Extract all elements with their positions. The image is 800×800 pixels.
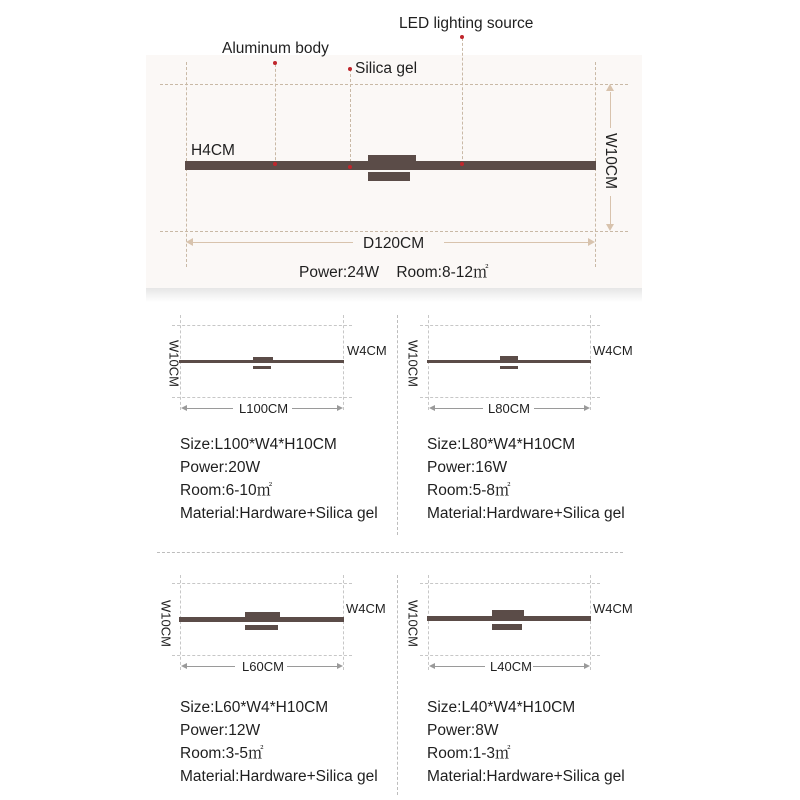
silica-gel-label: Silica gel — [355, 60, 418, 77]
width-line-lower — [610, 196, 611, 224]
spec-power: Power:8W — [427, 722, 499, 739]
guide-top — [172, 325, 352, 326]
depth-label: D120CM — [363, 235, 425, 252]
spec-room: Room:5-8㎡ — [427, 482, 511, 499]
height-label: H4CM — [191, 142, 235, 159]
lamp-bracket-bottom — [500, 366, 518, 369]
guide-bottom — [420, 655, 600, 656]
spec-material: Material:Hardware+Silica gel — [427, 768, 625, 785]
length-label: L40CM — [490, 659, 532, 674]
depth-arrow-left — [186, 238, 193, 246]
spec-power: Power:20W — [180, 459, 261, 476]
bottom-column-divider — [397, 575, 398, 795]
spec-list — [427, 433, 625, 525]
lamp-bracket-top — [253, 357, 273, 361]
length-line-left — [187, 408, 233, 409]
aluminum-callout-dot — [273, 162, 277, 166]
lamp-bracket-bottom — [253, 366, 271, 369]
length-label: L60CM — [242, 659, 284, 674]
guide-right — [343, 575, 344, 670]
spec-material: Material:Hardware+Silica gel — [180, 505, 378, 522]
lamp-bracket-top — [500, 356, 518, 360]
length-arrow-right — [584, 663, 590, 669]
lamp-bar — [427, 360, 591, 363]
spec-list — [427, 696, 625, 788]
depth-line-right — [444, 242, 588, 243]
aluminum-body-label: Aluminum body — [222, 40, 329, 57]
guide-top — [420, 325, 600, 326]
length-line-right — [292, 408, 338, 409]
length-arrow-right — [584, 405, 590, 411]
width-label: W10CM — [158, 600, 174, 647]
length-line-right — [534, 408, 586, 409]
power-room-label: Power:24W Room:8-12㎡ — [299, 264, 489, 281]
width-line-upper — [610, 92, 611, 128]
depth-arrow-right — [588, 238, 595, 246]
length-line-right — [533, 666, 586, 667]
lamp-bracket-bottom — [492, 624, 522, 630]
aluminum-callout-line — [275, 64, 276, 165]
spec-material: Material:Hardware+Silica gel — [427, 505, 625, 522]
lamp-bracket-top — [492, 610, 524, 616]
depth-line-left — [193, 242, 353, 243]
spec-size: Size:L100*W4*H10CM — [180, 436, 337, 453]
led-callout-line — [462, 38, 463, 164]
hero-panel-shadow — [146, 288, 642, 302]
spec-size: Size:L80*W4*H10CM — [427, 436, 576, 453]
length-line-right — [287, 666, 337, 667]
bottom-guide-line — [160, 231, 628, 232]
width-arrow-down — [606, 224, 614, 231]
width-arrow-up — [606, 84, 614, 91]
spec-power: Power:16W — [427, 459, 508, 476]
led-callout-dot-top — [460, 35, 464, 39]
row-divider — [157, 552, 623, 553]
guide-left — [180, 575, 181, 670]
lamp-bracket-top — [245, 612, 280, 617]
silica-callout-line — [350, 69, 351, 167]
spec-list — [180, 696, 378, 788]
length-label: L80CM — [488, 401, 530, 416]
depth-label: W4CM — [593, 343, 633, 358]
depth-label: W4CM — [346, 601, 386, 616]
hero-lamp-bar — [185, 161, 596, 170]
led-source-label: LED lighting source — [399, 15, 534, 32]
silica-callout-dot — [348, 165, 352, 169]
width-label: W10CM — [405, 600, 421, 647]
top-guide-line — [160, 84, 628, 85]
silica-callout-dot-top — [348, 67, 352, 71]
guide-right — [590, 575, 591, 670]
led-callout-dot — [460, 162, 464, 166]
aluminum-callout-dot-top — [273, 61, 277, 65]
guide-bottom — [420, 397, 600, 398]
spec-material: Material:Hardware+Silica gel — [180, 768, 378, 785]
hero-lamp-bracket-top — [368, 155, 416, 162]
length-arrow-right — [337, 405, 343, 411]
length-line-left — [435, 666, 485, 667]
spec-size: Size:L40*W4*H10CM — [427, 699, 576, 716]
guide-bottom — [172, 655, 352, 656]
spec-room: Room:3-5㎡ — [180, 745, 264, 762]
spec-power: Power:12W — [180, 722, 261, 739]
depth-label: W4CM — [593, 601, 633, 616]
spec-list — [180, 433, 378, 525]
spec-room: Room:6-10㎡ — [180, 482, 273, 499]
guide-top — [172, 583, 352, 584]
spec-room: Room:1-3㎡ — [427, 745, 511, 762]
width-label: W10CM — [602, 133, 619, 189]
hero-lamp-bracket-bottom — [368, 172, 410, 181]
top-column-divider — [397, 315, 398, 535]
length-arrow-right — [337, 663, 343, 669]
lamp-bracket-bottom — [245, 625, 278, 630]
length-label: L100CM — [239, 401, 289, 416]
guide-top — [420, 583, 600, 584]
width-label: W10CM — [405, 340, 421, 387]
length-line-left — [187, 666, 235, 667]
spec-size: Size:L60*W4*H10CM — [180, 699, 329, 716]
depth-label: W4CM — [347, 343, 387, 358]
width-label: W10CM — [166, 340, 182, 387]
lamp-bar — [179, 617, 344, 622]
guide-bottom — [172, 397, 352, 398]
guide-left — [428, 575, 429, 670]
length-line-left — [435, 408, 483, 409]
lamp-bar — [427, 616, 591, 621]
